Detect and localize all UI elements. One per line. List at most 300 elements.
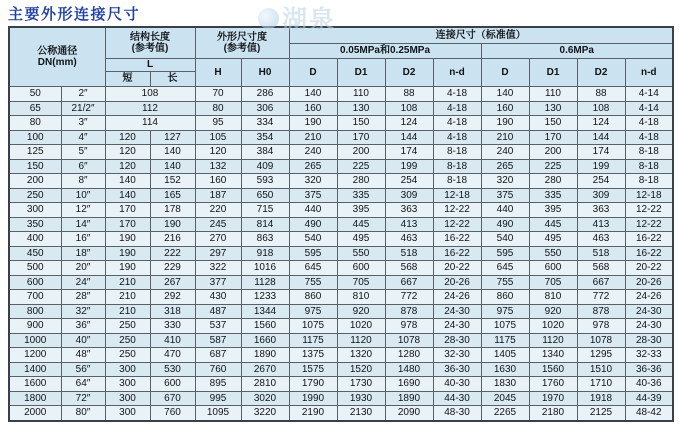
table-cell: 20-22 [625,261,673,276]
table-cell: 4-14 [625,101,673,116]
table-cell: 3020 [241,391,289,406]
col-d2-low: D2 [385,59,433,87]
table-cell: 1800 [9,391,61,406]
table-cell: 16-22 [625,246,673,261]
table-cell: 1200 [9,348,61,363]
table-cell: 16-22 [433,232,481,247]
table-cell: 80 [9,116,61,131]
table-cell: 600 [337,261,385,276]
col-l-short: 短 [105,72,150,87]
table-cell: 124 [577,116,625,131]
table-cell: 190 [289,116,337,131]
table-cell: 410 [150,333,195,348]
table-cell: 70 [195,87,241,102]
table-cell: 21/2″ [61,101,105,116]
table-cell: 2000 [9,406,61,421]
table-cell: 144 [577,130,625,145]
col-d1-low: D1 [337,59,385,87]
table-header [9,27,673,87]
table-cell: 518 [385,246,433,261]
table-cell: 1295 [577,348,625,363]
table-cell: 4″ [61,130,105,145]
table-cell: 8-18 [625,145,673,160]
table-cell: 170 [105,203,150,218]
table-cell: 995 [195,391,241,406]
table-cell: 1480 [385,362,433,377]
table-cell: 550 [529,246,577,261]
col-h: H [195,59,241,87]
table-cell: 309 [577,188,625,203]
table-cell: 550 [337,246,385,261]
table-cell: 1575 [289,362,337,377]
table-cell: 210 [105,275,150,290]
table-cell: 8-18 [625,159,673,174]
table-cell: 199 [577,159,625,174]
table-cell: 810 [529,290,577,305]
table-cell: 165 [150,188,195,203]
table-cell: 330 [150,319,195,334]
table-cell: 705 [529,275,577,290]
table-cell: 12-18 [433,188,481,203]
table-cell: 144 [385,130,433,145]
table-cell: 300 [105,406,150,421]
table-cell: 88 [577,87,625,102]
table-cell: 16-22 [433,246,481,261]
table-cell: 1175 [289,333,337,348]
table-cell: 152 [150,174,195,189]
col-d-high: D [481,59,529,87]
table-cell: 4-18 [625,130,673,145]
table-cell: 24-30 [625,304,673,319]
table-cell: 595 [289,246,337,261]
table-cell: 174 [385,145,433,160]
table-cell: 487 [195,304,241,319]
table-body [9,87,673,421]
table-cell: 1890 [241,348,289,363]
table-cell: 40-30 [433,377,481,392]
table-cell: 3″ [61,116,105,131]
table-cell: 1128 [241,275,289,290]
table-cell: 48″ [61,348,105,363]
table-cell: 430 [195,290,241,305]
outline-size-label: 外形尺寸度 [217,31,267,43]
table-cell: 4-14 [625,87,673,102]
table-cell: 1930 [337,391,385,406]
table-cell: 1000 [9,333,61,348]
table-cell: 114 [105,116,195,131]
table-cell: 170 [105,217,150,232]
table-row [9,232,673,247]
table-cell: 409 [241,159,289,174]
table-cell: 2125 [577,406,625,421]
header-row-3 [9,59,673,72]
table-cell: 440 [481,203,529,218]
table-cell: 1990 [289,391,337,406]
table-cell: 1520 [337,362,385,377]
table-cell: 978 [385,319,433,334]
table-cell: 20-26 [625,275,673,290]
table-row [9,246,673,261]
table-cell: 1660 [241,333,289,348]
table-cell: 200 [529,145,577,160]
table-cell: 1375 [289,348,337,363]
table-cell: 495 [529,232,577,247]
outline-size-note: (参考值) [223,43,261,54]
table-cell: 650 [241,188,289,203]
table-cell: 292 [150,290,195,305]
table-cell: 587 [195,333,241,348]
table-cell: 10″ [61,188,105,203]
table-cell: 297 [195,246,241,261]
table-cell: 108 [105,87,195,102]
table-cell: 595 [481,246,529,261]
table-cell: 250 [105,319,150,334]
table-row [9,174,673,189]
table-cell: 24-30 [433,304,481,319]
table-cell: 216 [150,232,195,247]
table-cell: 170 [529,130,577,145]
table-cell: 863 [241,232,289,247]
table-cell: 363 [385,203,433,218]
table-cell: 350 [9,217,61,232]
table-cell: 210 [105,290,150,305]
table-cell: 20″ [61,261,105,276]
col-d1-high: D1 [529,59,577,87]
table-cell: 800 [9,304,61,319]
table-cell: 540 [289,232,337,247]
table-cell: 335 [337,188,385,203]
table-cell: 32″ [61,304,105,319]
table-cell: 72″ [61,391,105,406]
table-cell: 88 [385,87,433,102]
table-row [9,275,673,290]
table-cell: 132 [195,159,241,174]
table-row [9,203,673,218]
table-cell: 6″ [61,159,105,174]
table-cell: 3220 [241,406,289,421]
table-cell: 309 [385,188,433,203]
table-cell: 900 [9,319,61,334]
table-cell: 2265 [481,406,529,421]
table-cell: 395 [529,203,577,218]
table-cell: 320 [481,174,529,189]
table-cell: 687 [195,348,241,363]
table-cell: 878 [577,304,625,319]
table-cell: 120 [105,145,150,160]
structure-length-note: (参考值) [131,43,169,54]
table-cell: 413 [385,217,433,232]
table-cell: 518 [577,246,625,261]
table-cell: 100 [9,130,61,145]
table-cell: 1830 [481,377,529,392]
table-cell: 40-36 [625,377,673,392]
table-row [9,290,673,305]
table-cell: 645 [289,261,337,276]
table-cell: 300 [105,391,150,406]
table-cell: 108 [385,101,433,116]
table-cell: 267 [150,275,195,290]
table-cell: 140 [150,159,195,174]
table-cell: 300 [9,203,61,218]
table-cell: 125 [9,145,61,160]
table-cell: 920 [337,304,385,319]
table-cell: 40″ [61,333,105,348]
table-cell: 174 [577,145,625,160]
table-cell: 286 [241,87,289,102]
table-cell: 48-30 [433,406,481,421]
table-cell: 1075 [481,319,529,334]
dimensions-table [8,26,674,422]
table-cell: 1790 [289,377,337,392]
table-cell: 2190 [289,406,337,421]
table-cell: 860 [289,290,337,305]
table-cell: 120 [105,130,150,145]
table-cell: 8-18 [433,174,481,189]
table-cell: 210 [481,130,529,145]
table-cell: 8-18 [433,145,481,160]
col-d2-high: D2 [577,59,625,87]
table-cell: 2130 [337,406,385,421]
table-cell: 4-18 [433,130,481,145]
table-cell: 240 [481,145,529,160]
table-cell: 140 [481,87,529,102]
table-cell: 150 [337,116,385,131]
table-cell: 670 [150,391,195,406]
table-cell: 65 [9,101,61,116]
table-cell: 667 [577,275,625,290]
table-cell: 1120 [529,333,577,348]
table-cell: 140 [105,188,150,203]
table-cell: 975 [289,304,337,319]
table-cell: 1510 [577,362,625,377]
table-cell: 1730 [337,377,385,392]
table-cell: 2090 [385,406,433,421]
table-cell: 240 [289,145,337,160]
table-cell: 1344 [241,304,289,319]
table-cell: 110 [337,87,385,102]
table-cell: 760 [150,406,195,421]
table-cell: 1078 [577,333,625,348]
table-cell: 222 [150,246,195,261]
table-cell: 127 [150,130,195,145]
nominal-diameter-unit: DN(mm) [37,57,77,68]
table-cell: 1405 [481,348,529,363]
table-cell: 16″ [61,232,105,247]
table-cell: 20-26 [433,275,481,290]
table-row [9,87,673,102]
col-l: L [105,59,195,72]
table-cell: 250 [105,348,150,363]
table-cell: 48-42 [625,406,673,421]
table-cell: 1233 [241,290,289,305]
col-connection-size: 连接尺寸（标准值） [289,27,673,44]
table-cell: 229 [150,261,195,276]
table-cell: 56″ [61,362,105,377]
table-cell: 322 [195,261,241,276]
table-cell: 80 [195,101,241,116]
table-cell: 320 [289,174,337,189]
table-cell: 112 [105,101,195,116]
table-cell: 225 [529,159,577,174]
table-cell: 860 [481,290,529,305]
table-cell: 450 [9,246,61,261]
table-cell: 755 [481,275,529,290]
table-cell: 1120 [337,333,385,348]
table-cell: 568 [385,261,433,276]
table-row [9,362,673,377]
table-cell: 1340 [529,348,577,363]
table-cell: 2180 [529,406,577,421]
table-cell: 24-30 [625,319,673,334]
table-cell: 1690 [385,377,433,392]
table-cell: 600 [150,377,195,392]
table-cell: 645 [481,261,529,276]
table-cell: 28-30 [433,333,481,348]
table-row [9,130,673,145]
table-cell: 20-22 [433,261,481,276]
table-cell: 920 [529,304,577,319]
table-cell: 1020 [529,319,577,334]
table-cell: 130 [337,101,385,116]
table-cell: 44-30 [433,391,481,406]
table-cell: 705 [337,275,385,290]
table-cell: 700 [9,290,61,305]
table-cell: 190 [105,232,150,247]
table-cell: 978 [577,319,625,334]
table-cell: 200 [337,145,385,160]
table-row [9,333,673,348]
table-cell: 190 [481,116,529,131]
table-cell: 4-18 [433,87,481,102]
table-row [9,348,673,363]
col-outline-size [195,27,289,59]
brand-watermark-text: 湖泉 [282,6,337,34]
table-cell: 470 [150,348,195,363]
table-cell: 1320 [337,348,385,363]
table-cell: 245 [195,217,241,232]
table-cell: 495 [337,232,385,247]
table-cell: 1078 [385,333,433,348]
table-cell: 178 [150,203,195,218]
table-row [9,116,673,131]
table-cell: 490 [289,217,337,232]
table-cell: 44-39 [625,391,673,406]
table-cell: 334 [241,116,289,131]
table-cell: 12-22 [625,217,673,232]
table-cell: 220 [195,203,241,218]
col-nd-low: n-d [433,59,481,87]
table-row [9,101,673,116]
table-cell: 150 [529,116,577,131]
table-cell: 335 [529,188,577,203]
table-cell: 400 [9,232,61,247]
table-cell: 2810 [241,377,289,392]
table-row [9,406,673,421]
table-cell: 210 [289,130,337,145]
table-cell: 36-36 [625,362,673,377]
table-cell: 265 [481,159,529,174]
table-cell: 12-22 [625,203,673,218]
table-cell: 375 [481,188,529,203]
table-row [9,391,673,406]
table-cell: 755 [289,275,337,290]
table-cell: 130 [529,101,577,116]
table-cell: 108 [577,101,625,116]
table-cell: 463 [577,232,625,247]
table-cell: 140 [105,174,150,189]
col-d-low: D [289,59,337,87]
table-cell: 1970 [529,391,577,406]
table-cell: 36-30 [433,362,481,377]
table-cell: 810 [337,290,385,305]
table-cell: 300 [105,362,150,377]
page-title: 主要外形连接尺寸 [8,6,141,23]
col-h0: H0 [241,59,289,87]
table-cell: 354 [241,130,289,145]
table-cell: 36″ [61,319,105,334]
table-cell: 1175 [481,333,529,348]
table-cell: 124 [385,116,433,131]
table-cell: 540 [481,232,529,247]
col-nominal-diameter [9,27,105,87]
table-cell: 500 [9,261,61,276]
table-cell: 210 [105,304,150,319]
table-cell: 95 [195,116,241,131]
pressure-group-high: 0.6MPa [481,44,673,59]
table-cell: 18″ [61,246,105,261]
table-cell: 4-18 [625,116,673,131]
table-cell: 1918 [577,391,625,406]
table-cell: 4-18 [433,101,481,116]
table-cell: 170 [337,130,385,145]
table-cell: 280 [337,174,385,189]
table-cell: 190 [150,217,195,232]
table-cell: 254 [385,174,433,189]
col-nd-high: n-d [625,59,673,87]
table-cell: 250 [9,188,61,203]
table-cell: 5″ [61,145,105,160]
table-cell: 1600 [9,377,61,392]
table-row [9,261,673,276]
table-cell: 1890 [385,391,433,406]
table-cell: 1075 [289,319,337,334]
table-cell: 1630 [481,362,529,377]
table-cell: 24″ [61,275,105,290]
table-cell: 16-22 [625,232,673,247]
table-cell: 12-22 [433,203,481,218]
table-cell: 975 [481,304,529,319]
table-cell: 445 [529,217,577,232]
table-cell: 199 [385,159,433,174]
table-cell: 28-30 [625,333,673,348]
table-row [9,377,673,392]
table-cell: 8-18 [433,159,481,174]
table-cell: 1560 [241,319,289,334]
table-cell: 568 [577,261,625,276]
table-cell: 265 [289,159,337,174]
table-cell: 1710 [577,377,625,392]
table-row [9,159,673,174]
table-cell: 760 [195,362,241,377]
table-cell: 160 [289,101,337,116]
table-cell: 140 [289,87,337,102]
table-row [9,145,673,160]
table-cell: 1020 [337,319,385,334]
table-cell: 12-22 [433,217,481,232]
table-cell: 28″ [61,290,105,305]
table-cell: 1016 [241,261,289,276]
table-cell: 14″ [61,217,105,232]
